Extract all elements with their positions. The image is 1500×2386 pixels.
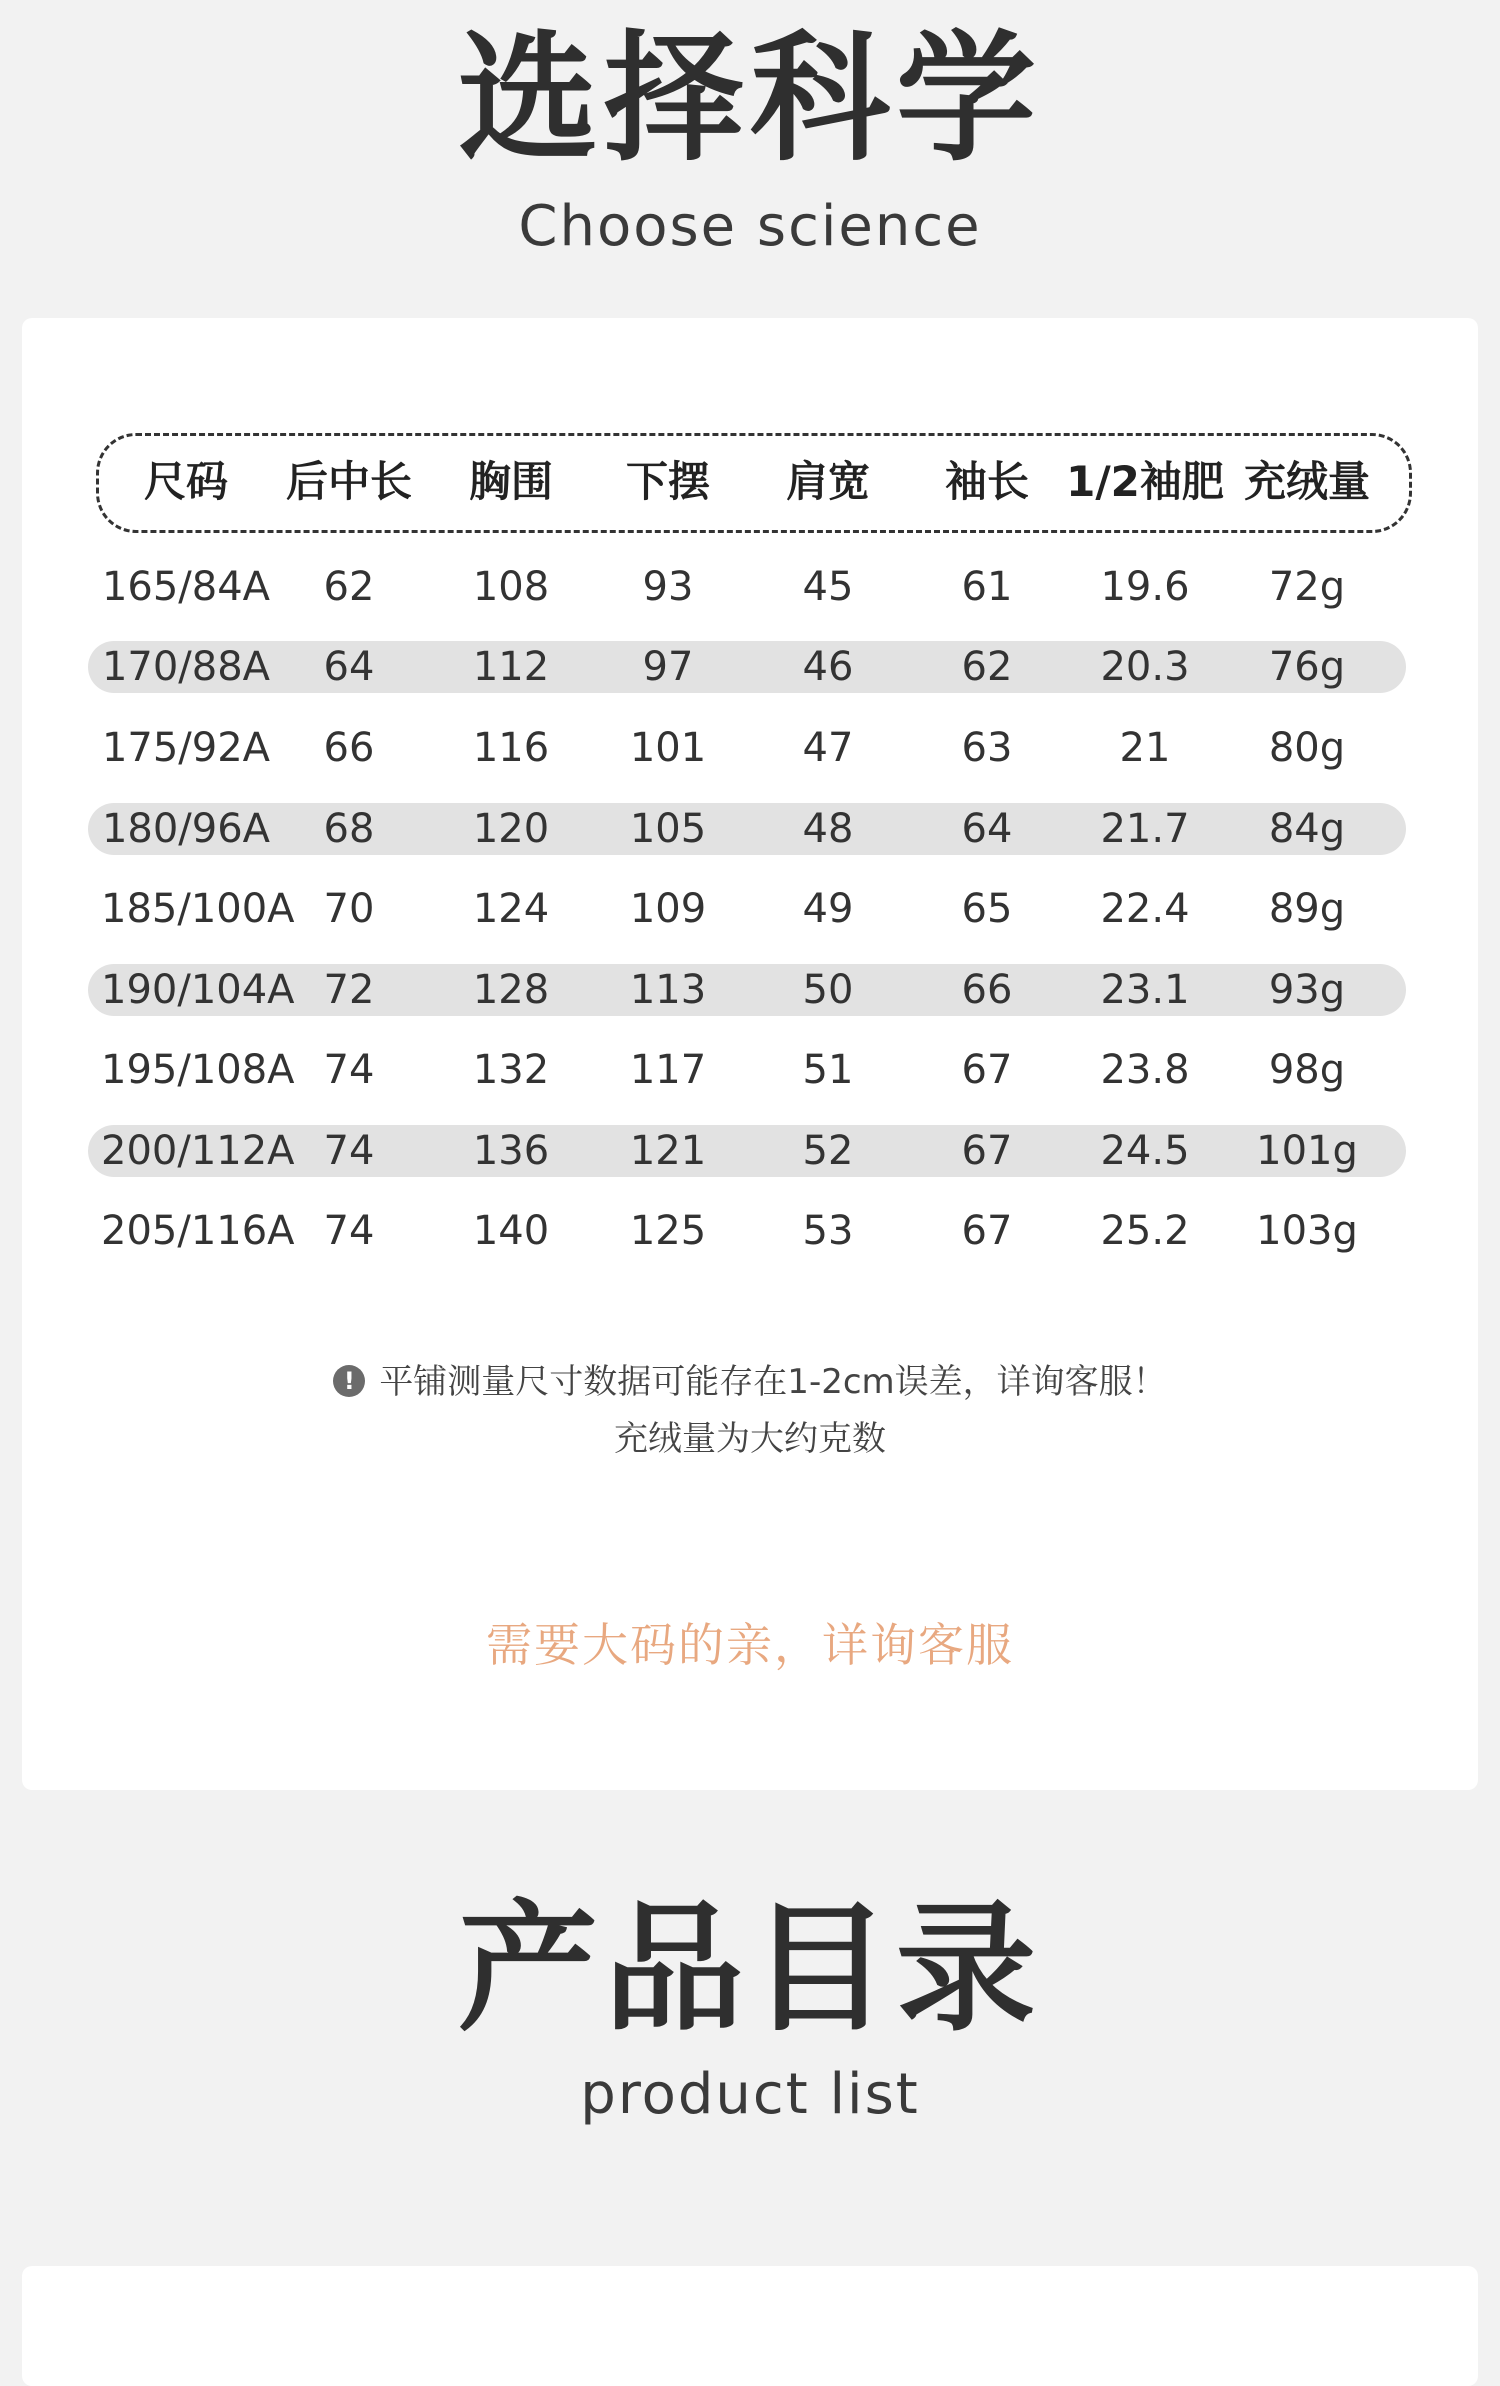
large-size-contact-link[interactable]: 需要大码的亲，详询客服 [486, 1618, 1014, 1672]
table-cell: 68 [323, 806, 375, 852]
table-cell: 72g [1268, 564, 1346, 610]
table-cell: 74 [323, 1047, 375, 1093]
table-cell: 116 [472, 725, 550, 771]
table-cell: 66 [961, 967, 1013, 1013]
table-row-size: 205/116A [101, 1208, 295, 1254]
exclamation-circle-icon: ! [333, 1365, 365, 1397]
table-header-cell: 充绒量 [1243, 457, 1370, 506]
table-cell: 64 [961, 806, 1013, 852]
table-cell: 66 [323, 725, 375, 771]
table-row-size: 195/108A [101, 1047, 295, 1093]
table-cell: 117 [629, 1047, 707, 1093]
table-cell: 89g [1268, 886, 1346, 932]
table-cell: 62 [961, 644, 1013, 690]
table-cell: 51 [802, 1047, 854, 1093]
table-cell: 67 [961, 1047, 1013, 1093]
table-cell: 23.1 [1100, 967, 1190, 1013]
table-cell: 72 [323, 967, 375, 1013]
table-cell: 103g [1256, 1208, 1358, 1254]
table-row-size: 180/96A [101, 806, 271, 852]
table-cell: 67 [961, 1208, 1013, 1254]
table-cell: 24.5 [1100, 1128, 1190, 1174]
table-cell: 136 [472, 1128, 550, 1174]
section-subtitle-product-list: product list [580, 2062, 920, 2127]
table-row-size: 200/112A [101, 1128, 295, 1174]
table-cell: 61 [961, 564, 1013, 610]
table-header-cell: 1/2袖肥 [1066, 457, 1224, 506]
table-cell: 19.6 [1100, 564, 1190, 610]
table-cell: 125 [629, 1208, 707, 1254]
table-cell: 47 [802, 725, 854, 771]
table-cell: 76g [1268, 644, 1346, 690]
table-cell: 93 [642, 564, 694, 610]
table-cell: 53 [802, 1208, 854, 1254]
table-cell: 93g [1268, 967, 1346, 1013]
table-cell: 124 [472, 886, 550, 932]
table-row-size: 175/92A [101, 725, 271, 771]
table-cell: 21.7 [1100, 806, 1190, 852]
table-cell: 98g [1268, 1047, 1346, 1093]
table-cell: 70 [323, 886, 375, 932]
table-cell: 121 [629, 1128, 707, 1174]
table-cell: 105 [629, 806, 707, 852]
table-cell: 64 [323, 644, 375, 690]
down-fill-note: 充绒量为大约克数 [614, 1419, 886, 1459]
section-title-choose-science: 选择科学 [457, 18, 1042, 181]
section-title-product-list: 产品目录 [457, 1888, 1042, 2051]
table-cell: 50 [802, 967, 854, 1013]
table-row-size: 165/84A [101, 564, 271, 610]
table-cell: 109 [629, 886, 707, 932]
table-cell: 132 [472, 1047, 550, 1093]
table-header-cell: 袖长 [944, 457, 1029, 506]
table-cell: 74 [323, 1128, 375, 1174]
table-cell: 128 [472, 967, 550, 1013]
table-header-cell: 胸围 [468, 457, 553, 506]
table-cell: 140 [472, 1208, 550, 1254]
section-subtitle-choose-science: Choose science [518, 194, 982, 259]
table-cell: 97 [642, 644, 694, 690]
table-cell: 48 [802, 806, 854, 852]
measurement-note-text: 平铺测量尺寸数据可能存在1-2cm误差，详询客服！ [379, 1362, 1167, 1402]
table-cell: 49 [802, 886, 854, 932]
table-cell: 80g [1268, 725, 1346, 771]
table-cell: 101g [1256, 1128, 1358, 1174]
table-cell: 21 [1119, 725, 1171, 771]
table-header-cell: 下摆 [625, 457, 710, 506]
table-cell: 101 [629, 725, 707, 771]
table-cell: 120 [472, 806, 550, 852]
table-cell: 112 [472, 644, 550, 690]
table-header-cell: 尺码 [143, 457, 228, 506]
table-cell: 113 [629, 967, 707, 1013]
table-cell: 84g [1268, 806, 1346, 852]
table-header-cell: 肩宽 [785, 457, 870, 506]
table-cell: 67 [961, 1128, 1013, 1174]
table-cell: 52 [802, 1128, 854, 1174]
table-cell: 65 [961, 886, 1013, 932]
table-cell: 23.8 [1100, 1047, 1190, 1093]
table-cell: 45 [802, 564, 854, 610]
table-cell: 46 [802, 644, 854, 690]
table-cell: 25.2 [1100, 1208, 1190, 1254]
table-row-size: 190/104A [101, 967, 295, 1013]
table-cell: 22.4 [1100, 886, 1190, 932]
product-list-card [22, 2266, 1478, 2386]
table-cell: 74 [323, 1208, 375, 1254]
table-header-cell: 后中长 [285, 457, 412, 506]
measurement-note [0, 1355, 1500, 1409]
table-cell: 63 [961, 725, 1013, 771]
table-row-size: 185/100A [101, 886, 295, 932]
table-row-size: 170/88A [101, 644, 271, 690]
table-cell: 20.3 [1100, 644, 1190, 690]
table-cell: 108 [472, 564, 550, 610]
table-cell: 62 [323, 564, 375, 610]
